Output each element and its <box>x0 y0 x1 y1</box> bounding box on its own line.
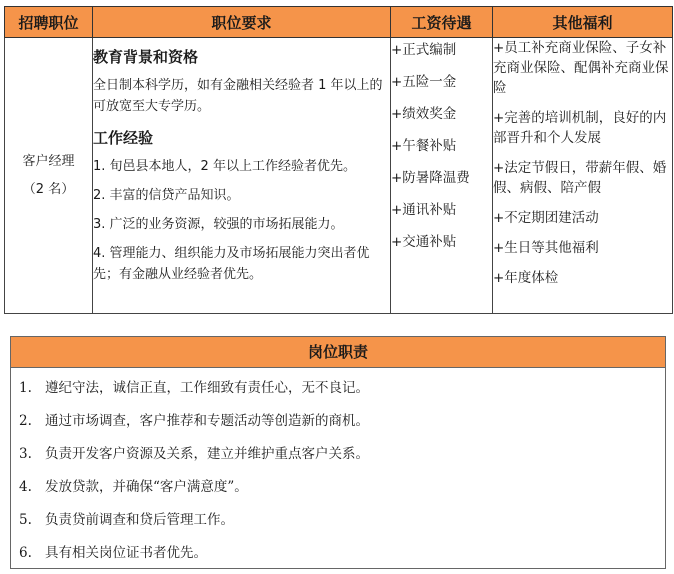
salary-item: +五险一金 <box>391 74 457 90</box>
job-table <box>4 6 673 314</box>
welfare-item: +年度体检 <box>493 270 559 286</box>
requirements-cell <box>93 38 391 314</box>
duty-text: 负责开发客户资源及关系，建立并维护重点客户关系。 <box>45 446 369 462</box>
salary-item: +通讯补贴 <box>391 202 457 218</box>
duty-number: 2. <box>19 413 32 429</box>
exp-item: 2. 丰富的信贷产品知识。 <box>93 188 240 203</box>
position-count: （2 名） <box>22 181 75 197</box>
duties-list <box>11 368 665 574</box>
duty-number: 1. <box>19 380 32 396</box>
welfare-item: +生日等其他福利 <box>493 240 599 256</box>
header-requirements: 职位要求 <box>93 7 391 38</box>
position-title: 客户经理 <box>22 153 75 169</box>
header-welfare: 其他福利 <box>493 7 673 38</box>
welfare-item: +员工补充商业保险、子女补充商业保险、配偶补充商业保险 <box>493 40 669 96</box>
salary-item: +防暑降温费 <box>391 170 470 186</box>
duty-text: 遵纪守法，诚信正直，工作细致有责任心，无不良记。 <box>45 380 369 396</box>
duty-item <box>19 475 665 508</box>
edu-text: 全日制本科学历，如有金融相关经验者 1 年以上的可放宽至大专学历。 <box>93 78 383 114</box>
salary-item: +午餐补贴 <box>391 138 457 154</box>
salary-item: +绩效奖金 <box>391 106 457 122</box>
position-cell <box>5 38 93 314</box>
duty-text: 负责贷前调查和贷后管理工作。 <box>45 512 234 528</box>
exp-item: 4. 管理能力、组织能力及市场拓展能力突出者优先；有金融从业经验者优先。 <box>93 246 370 282</box>
duty-text: 通过市场调查，客户推荐和专题活动等创造新的商机。 <box>45 413 369 429</box>
welfare-item: +不定期团建活动 <box>493 210 599 226</box>
salary-item: +交通补贴 <box>391 234 457 250</box>
duty-number: 4. <box>19 479 32 495</box>
duties-heading: 岗位职责 <box>11 337 665 368</box>
duty-item <box>19 508 665 541</box>
duty-text: 具有相关岗位证书者优先。 <box>45 545 207 561</box>
edu-heading: 教育背景和资格 <box>93 48 199 66</box>
job-row <box>5 38 673 314</box>
duty-item <box>19 409 665 442</box>
welfare-item: +完善的培训机制，良好的内部晋升和个人发展 <box>493 110 667 146</box>
duty-item <box>19 442 665 475</box>
exp-item: 1. 旬邑县本地人，2 年以上工作经验者优先。 <box>93 159 356 174</box>
header-position: 招聘职位 <box>5 7 93 38</box>
exp-item: 3. 广泛的业务资源，较强的市场拓展能力。 <box>93 217 344 232</box>
duty-number: 6. <box>19 545 32 561</box>
duty-item <box>19 541 665 574</box>
salary-cell <box>391 38 493 314</box>
duties-box <box>10 336 666 569</box>
duty-number: 3. <box>19 446 32 462</box>
welfare-cell <box>493 38 673 314</box>
header-salary: 工资待遇 <box>391 7 493 38</box>
duty-text: 发放贷款，并确保“客户满意度”。 <box>45 479 248 495</box>
table-header-row <box>5 7 673 38</box>
salary-item: +正式编制 <box>391 42 457 58</box>
duty-item <box>19 376 665 409</box>
welfare-item: +法定节假日，带薪年假、婚假、病假、陪产假 <box>493 160 667 196</box>
exp-heading: 工作经验 <box>93 129 154 147</box>
duty-number: 5. <box>19 512 32 528</box>
